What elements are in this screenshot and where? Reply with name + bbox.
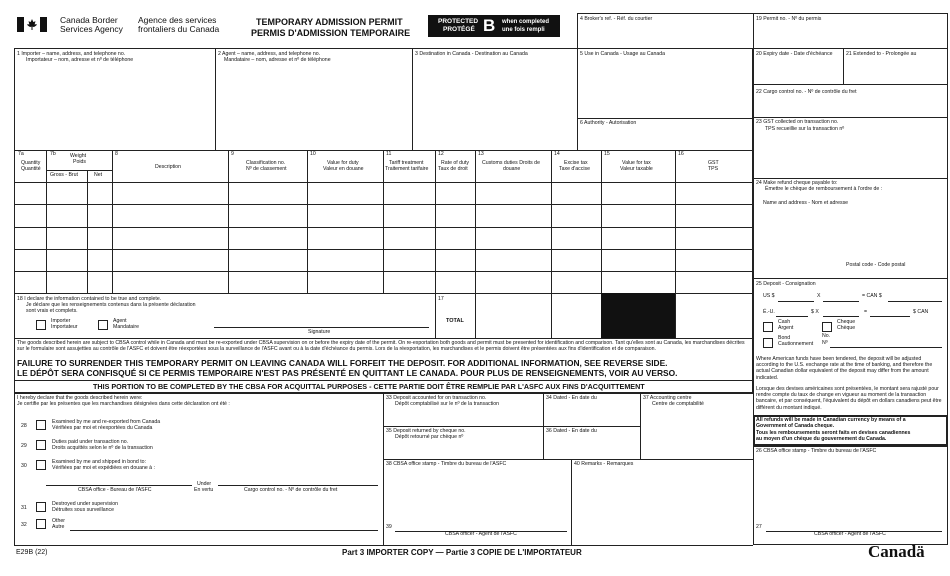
item-31-en: Destroyed under supervision — [52, 501, 119, 507]
total-label: TOTAL — [446, 318, 464, 324]
protected-badge — [428, 15, 560, 37]
warning-en: FAILURE TO SURRENDER THIS TEMPORARY PERMIT ON LEAVING CANADA WILL FORFEIT THE DEPOSIT. FOR ADDITIONAL INFORMATION, SEE REVERSE SIDE. — [17, 358, 668, 368]
importer-checkbox[interactable] — [36, 320, 46, 330]
cbsa-office-label: CBSA office - Bureau de l'ASFC — [78, 487, 152, 493]
decl-18-line1: 18 I declare the information contained to be true and complete. — [17, 296, 162, 302]
cargo-control-label: Cargo control no. - Nº de contrôle du fret — [244, 487, 338, 493]
signature-label: Signature — [308, 329, 331, 335]
officer2-label: CBSA officer - Agent de l'ASFC — [814, 531, 886, 537]
col-11-num: 11 — [386, 151, 392, 157]
decl-18-line2: Je déclare que les renseignements contenus dans la présente déclaration — [26, 302, 196, 308]
under-fr: En vertu — [194, 487, 214, 493]
protected-en: PROTECTED — [438, 18, 479, 25]
cheque-label-fr: Chèque — [837, 325, 856, 331]
cash-label-fr: Argent — [778, 325, 794, 331]
deposit-us-amount-line[interactable] — [778, 301, 814, 302]
field-39-label: 39 — [386, 524, 392, 530]
item-30-checkbox[interactable] — [36, 460, 46, 470]
agency-en-line1: Canada Border — [60, 15, 118, 25]
col-7b-net: Net — [94, 172, 103, 178]
bond-label-en: Bond — [778, 335, 791, 341]
col-12-en: Rate of duty — [441, 160, 469, 166]
col-9-fr: Nº de classement — [246, 166, 287, 172]
item-28-num: 28 — [21, 423, 27, 429]
item-32-checkbox[interactable] — [36, 519, 46, 529]
cheque-label-en: Cheque — [837, 319, 856, 325]
field-3-label: 3 Destination in Canada - Destination au Canada — [415, 51, 528, 57]
protected-note-en: when completed — [502, 19, 550, 25]
field-40-label: 40 Remarks - Remarques — [574, 461, 634, 467]
deposit-note-fr: Lorsque des devises américaines sont présentées, le montant sera rajusté pour rendre compte du taux de change en vigueur au moment de la transaction bancaire, et par conséquent, l'équivalent du dépôt en dollars canadiens peut être différent du montant indiqué. — [756, 386, 942, 411]
canada-flag-icon — [17, 17, 47, 32]
col-14-fr: Taxe d'accise — [559, 166, 590, 172]
field-37-en: 37 Accounting centre — [643, 395, 692, 401]
refund-notice-en-2: Government of Canada cheque. — [756, 423, 835, 429]
field-19-label: 19 Permit no. - Nº du permis — [756, 16, 822, 22]
refund-notice-fr-2: au moyen d'un chèque du gouvernement du Canada. — [756, 436, 887, 442]
refund-24-line2: Émettre le chèque de remboursement à l'ordre de : — [765, 186, 883, 192]
col-10-en: Value for duty — [327, 160, 359, 166]
shaded-cell — [601, 293, 675, 338]
item-30-fr: Vérifiées par moi et expédiées en douane à : — [52, 465, 155, 471]
field-5-label: 5 Use in Canada - Usage au Canada — [580, 51, 666, 57]
field-20-label: 20 Expiry date - Date d'échéance — [756, 51, 833, 57]
col-16-en: GST — [708, 160, 719, 166]
warning-fr: LE DÉPÔT SERA CONFISQUÉ SI CE PERMIS TEMPORAIRE N'EST PAS PRÉSENTÉ EN QUITTANT LE CANADA. POUR PLUS DE RENSEIGNEMENTS, VOIR AU VERSO. — [17, 368, 678, 378]
col-9-en: Classification no. — [246, 160, 286, 166]
acquittal-portion-title: THIS PORTION TO BE COMPLETED BY THE CBSA FOR ACQUITTAL PURPOSES - CETTE PARTIE DOIT ÊTRE REMPLIE PAR L'ASFC AUX FINS D'ACQUITTEMENT — [93, 382, 645, 391]
field-37-fr: Centre de comptabilité — [652, 401, 704, 407]
col-8-label: Description — [155, 164, 181, 170]
item-30-num: 30 — [21, 463, 27, 469]
acq-decl-fr: Je certifie par les présentes que les marchandises désignées dans cette déclaration ont été : — [17, 401, 230, 407]
title-fr: PERMIS D'ADMISSION TEMPORAIRE — [251, 28, 411, 38]
agent-label-fr: Mandataire — [113, 324, 139, 330]
field-33-fr: Dépôt comptabilisé sur le nº de la transaction — [395, 401, 499, 407]
field-1-label-fr: Importateur – nom, adresse et nº de téléphone — [26, 57, 134, 63]
deposit-can2: $ CAN — [913, 309, 929, 315]
col-7b-num: 7b — [50, 151, 56, 157]
col-9-num: 9 — [231, 151, 234, 157]
deposit-usd2: $ X — [811, 309, 819, 315]
bond-checkbox[interactable] — [763, 338, 773, 348]
col-7a-en: Quantity — [21, 160, 41, 166]
bond-label-fr: Cautionnement — [778, 341, 814, 347]
col-10-fr: Valeur en douane — [323, 166, 364, 172]
deposit-cad-line[interactable] — [888, 301, 942, 302]
col-8-num: 8 — [115, 151, 118, 157]
deposit-can-line[interactable] — [870, 316, 910, 317]
deposit-title: 25 Deposit - Consignation — [756, 281, 816, 287]
legal-text: The goods described herein are subject to CBSA control while in Canada and must be re-exported under CBSA supervision on or before the expiry date of the permit. On re-exportation both goods and permit must be presented for identification and comparison. Tant qu'elles sont au Canada, les marchandises décrites sur le formulaire sont assujetties au contrôle de l'ASFC et doivent être réexportées sous la surveillance de l'ASFC avant ou à la date d'échéance du permis. Lors de la réexportation, les marchandises et le permis doivent être présentées aux fins d'identification et de comparaison. — [17, 340, 745, 353]
agency-fr-line2: frontaliers du Canada — [138, 24, 220, 34]
col-15-en: Value for tax — [622, 160, 651, 166]
col-15-fr: Valeur taxable — [620, 166, 653, 172]
field-2-label-en: 2 Agent – name, address, and telephone no. — [218, 51, 321, 57]
refund-notice-en-1: All refunds will be made in Canadian currency by means of a — [756, 417, 906, 423]
importer-label-fr: Importateur — [51, 324, 78, 330]
protected-fr: PROTÉGÉ — [443, 26, 475, 33]
col-14-en: Excise tax — [564, 160, 588, 166]
field-23-label-fr: TPS recueillie sur la transaction nº — [765, 126, 845, 132]
field-35-en: 35 Deposit returned by cheque no. — [386, 428, 466, 434]
item-29-num: 29 — [21, 443, 27, 449]
item-29-fr: Droits acquittés selon le nº de la transaction — [52, 445, 153, 451]
cash-checkbox[interactable] — [763, 322, 773, 332]
protected-letter: B — [483, 16, 496, 35]
field-36-label: 36 Dated - En date du — [546, 428, 597, 434]
agency-fr-line1: Agence des services — [138, 15, 217, 25]
no-label-fr: Nº — [822, 340, 828, 346]
deposit-cad1: = CAN $ — [862, 293, 882, 299]
cbsa-office-line[interactable] — [46, 485, 192, 486]
deposit-rate-line[interactable] — [823, 301, 859, 302]
col-16-fr: TPS — [708, 166, 719, 172]
field-34-label: 34 Dated - En date du — [546, 395, 597, 401]
cheque-checkbox[interactable] — [822, 322, 832, 332]
item-32-fr: Autre — [52, 524, 65, 530]
deposit-eq2: = — [864, 309, 868, 315]
refund-name-address: Name and address - Nom et adresse — [763, 200, 849, 206]
field-33-en: 33 Deposit accounted for on transaction no. — [386, 395, 487, 401]
agent-label-en: Agent — [113, 318, 127, 324]
bond-number-line[interactable] — [830, 347, 942, 348]
refund-24-line1: 24 Make refund cheque payable to: — [756, 180, 838, 186]
col-14-num: 14 — [554, 151, 560, 157]
item-31-checkbox[interactable] — [36, 502, 46, 512]
refund-postal: Postal code - Code postal — [846, 262, 906, 268]
cash-label-en: Cash — [778, 319, 791, 325]
item-29-checkbox[interactable] — [36, 440, 46, 450]
col-12-num: 12 — [438, 151, 444, 157]
field-22-label: 22 Cargo control no. - Nº de contrôle du fret — [756, 89, 857, 95]
col-7b-en: Weight — [70, 153, 87, 159]
item-28-en: Examined by me and re-exported from Canada — [52, 419, 161, 425]
protected-note-fr: une fois rempli — [502, 27, 545, 33]
under-en: Under — [197, 481, 212, 487]
cargo-control-line[interactable] — [218, 485, 378, 486]
signature-line[interactable] — [214, 327, 429, 328]
field-21-label: 21 Extended to - Prolongée au — [846, 51, 917, 57]
field-26-label: 26 CBSA office stamp - Timbre du bureau de l'ASFC — [756, 448, 877, 454]
field-27-label: 27 — [756, 524, 762, 530]
col-13-fr: douane — [503, 166, 521, 172]
col-12-fr: Taux de droit — [438, 166, 468, 172]
col-11-en: Tariff treatment — [389, 160, 424, 166]
deposit-rate2-line[interactable] — [823, 316, 859, 317]
deposit-note-en: Where American funds have been tendered, the deposit will be adjusted according to the U.S. exchange rate at the time of banking, and therefore the actual Canadian dollar equivalent of the deposit may differ from the amount indicated. — [756, 356, 933, 381]
col-13-num: 13 — [478, 151, 484, 157]
acq-decl-en: I hereby declare that the goods described herein were: — [17, 395, 143, 401]
officer-label: CBSA officer - Agent de l'ASFC — [445, 531, 517, 537]
item-28-fr: Vérifiées par moi et réexportées du Canada — [52, 425, 153, 431]
decl-18-line3: sont vrais et complets. — [26, 308, 78, 314]
col-7a-num: 7a — [18, 151, 24, 157]
deposit-eu-line[interactable] — [776, 316, 808, 317]
item-28-checkbox[interactable] — [36, 420, 46, 430]
agency-en-line2: Services Agency — [60, 24, 123, 34]
field-4-label: 4 Broker's ref. - Réf. du courtier — [580, 16, 653, 22]
col-16-num: 16 — [678, 151, 684, 157]
refund-notice-fr-1: Tous les remboursements seront faits en devises canadiennes — [756, 430, 911, 436]
canada-wordmark: Canadä — [868, 542, 925, 561]
no-label-en: No. — [822, 333, 831, 339]
item-31-fr: Détruites sous surveillance — [52, 507, 114, 513]
item-30-en: Examined by me and shipped in bond to: — [52, 459, 147, 465]
field-35-fr: Dépôt retourné par chèque nº — [395, 434, 464, 440]
item-31-num: 31 — [21, 505, 27, 511]
col-7b-fr: Poids — [73, 159, 86, 165]
form-number: E29B (22) — [16, 549, 48, 556]
importer-label-en: Importer — [51, 318, 71, 324]
deposit-x1: X — [817, 293, 821, 299]
col-11-fr: Traitement tarifaire — [385, 166, 429, 172]
field-38-label: 38 CBSA office stamp - Timbre du bureau de l'ASFC — [386, 461, 507, 467]
title-en: TEMPORARY ADMISSION PERMIT — [256, 17, 403, 27]
field-2-label-fr: Mandataire – nom, adresse et nº de téléphone — [224, 57, 331, 63]
agent-checkbox[interactable] — [98, 320, 108, 330]
col-10-num: 10 — [310, 151, 316, 157]
col-7b-gross: Gross - Brut — [50, 172, 78, 178]
deposit-eu: É.-U. — [763, 309, 775, 315]
copy-part-label: Part 3 IMPORTER COPY — Partie 3 COPIE DE L'IMPORTATEUR — [342, 548, 582, 557]
item-32-en: Other — [52, 518, 65, 524]
field-23-label-en: 23 GST collected on transaction no. — [756, 119, 839, 125]
field-6-label: 6 Authority - Autorisation — [580, 120, 637, 126]
item-32-num: 32 — [21, 522, 27, 528]
field-1-label-en: 1 Importer – name, address, and telephone no. — [17, 51, 126, 57]
col-15-num: 15 — [604, 151, 610, 157]
item-29-en: Duties paid under transaction no. — [52, 439, 129, 445]
other-line[interactable] — [70, 530, 378, 531]
col-13-en: Customs duties Droits de — [482, 160, 540, 166]
field-17-label: 17 — [438, 296, 444, 302]
col-7a-fr: Quantité — [21, 166, 41, 172]
deposit-us: US $ — [763, 293, 775, 299]
